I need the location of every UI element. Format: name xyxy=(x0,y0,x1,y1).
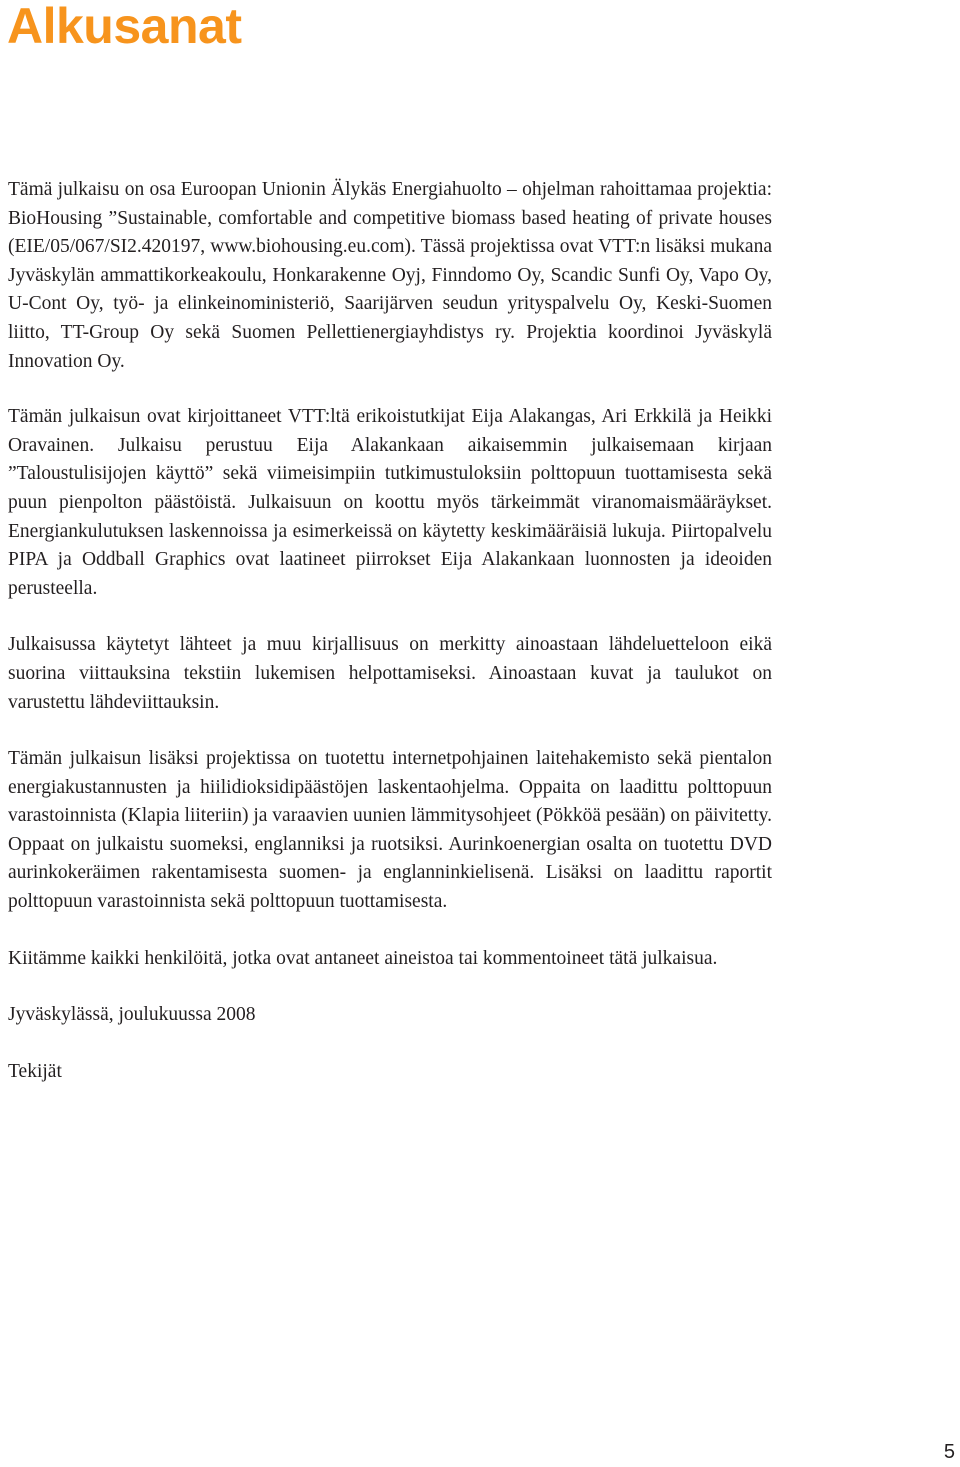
paragraph-references: Julkaisussa käytetyt lähteet ja muu kirjallisuus on merkitty ainoastaan lähdeluetteloon eikä suorina viittauksina tekstiin lukemisen helpottamiseksi. Ainoastaan kuvat ja taulukot on varustettu lähdeviittauksin. xyxy=(8,634,772,713)
paragraph-project-background: Tämä julkaisu on osa Euroopan Unionin Älykäs Energiahuolto – ohjelman rahoittamaa projektia: BioHousing ”Sustainable, comfortable and competitive biomass based heating of private houses (EIE/05/067/SI2.420197, www.biohousing.eu.com). Tässä projektissa ovat VTT:n lisäksi mukana Jyväskylän ammattikorkeakoulu, Honkarakenne Oyj, Finndomo Oy, Scandic Sunfi Oy, Vapo Oy, U-Cont Oy, työ- ja elinkeinoministeriö, Saarijärven seudun yrityspalvelu Oy, Keski-Suomen liitto, TT-Group Oy sekä Suomen Pellettienergiayhdistys ry. Projektia koordinoi Jyväskylä Innovation Oy. xyxy=(8,179,772,372)
paragraph-project-outputs: Tämän julkaisun lisäksi projektissa on tuotettu internetpohjainen laitehakemisto sekä pientalon energiakustannusten ja hiilidioksidipäästöjen laskentaohjelma. Oppaita on laadittu polttopuun varastoinnista (Klapia liiteriin) ja varaavien uunien lämmitysohjeet (Pökköä pesään) on päivitetty. Oppaat on julkaistu suomeksi, englanniksi ja ruotsiksi. Aurinkoenergian osalta on tuotettu DVD aurinkokeräimen rakentamisesta suomen- ja englanninkielisenä. Lisäksi on laadittu raportit polttopuun varastoinnista sekä polttopuun tuottamisesta. xyxy=(8,748,772,913)
page-number: 5 xyxy=(943,1441,955,1463)
signature: Tekijät xyxy=(8,1060,62,1082)
paragraph-thanks: Kiitämme kaikki henkilöitä, jotka ovat antaneet aineistoa tai kommentoineet tätä julkaisua. xyxy=(8,947,718,969)
preface-body xyxy=(8,176,772,1114)
page-title: Alkusanat xyxy=(7,0,242,54)
place-date: Jyväskylässä, joulukuussa 2008 xyxy=(8,1004,256,1026)
paragraph-authors: Tämän julkaisun ovat kirjoittaneet VTT:ltä erikoistutkijat Eija Alakangas, Ari Erkkilä ja Heikki Oravainen. Julkaisu perustuu Eija Alakankaan aikaisemmin julkaisemaan kirjaan ”Taloustulisijojen käyttö” sekä viimeisimpiin tutkimustuloksiin polttopuun tuottamisesta sekä puun pienpolton päästöistä. Julkaisuun on koottu myös tärkeimmät viranomaismääräykset. Energiankulutuksen laskennoissa ja esimerkeissä on käytetty keskimääräisiä lukuja. Piirtopalvelu PIPA ja Oddball Graphics ovat laatineet piirrokset Eija Alakankaan luonnosten ja ideoiden perusteella. xyxy=(8,406,772,599)
